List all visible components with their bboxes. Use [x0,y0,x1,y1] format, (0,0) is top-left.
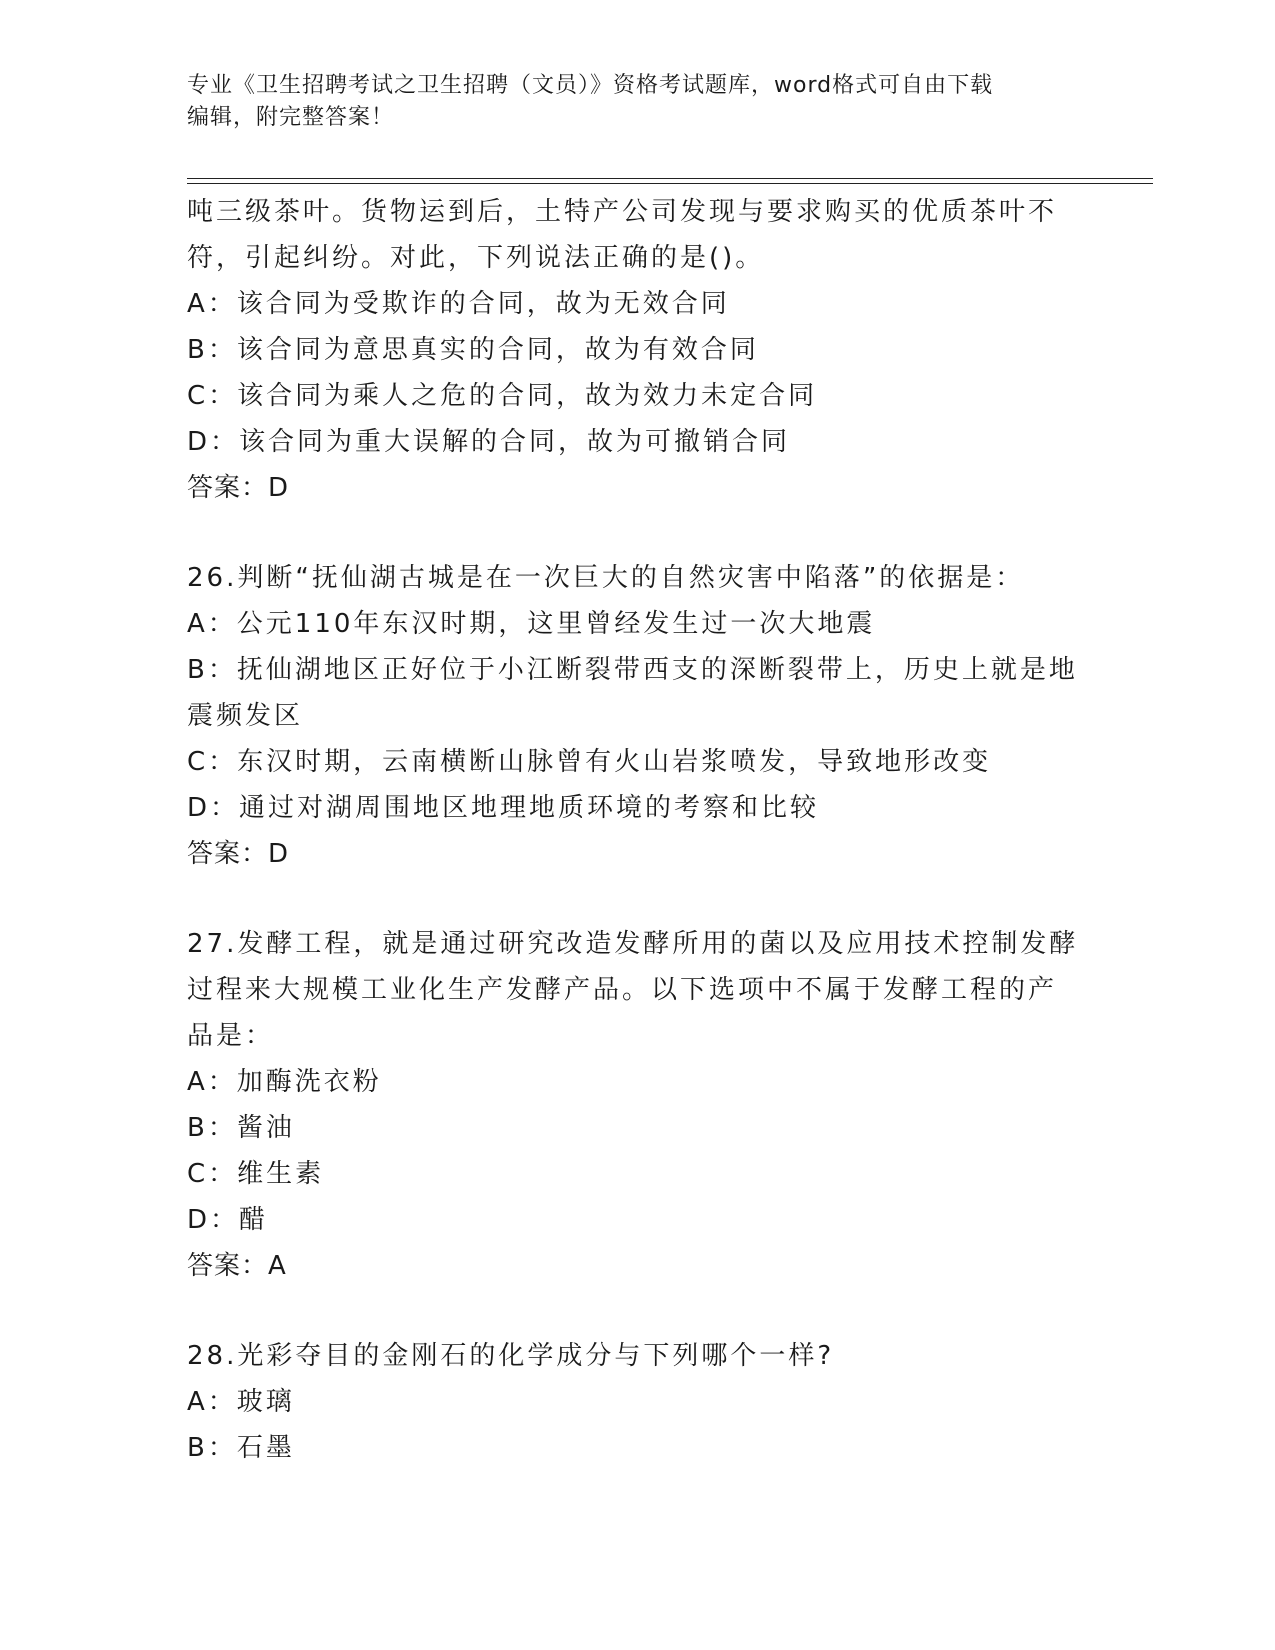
question-stem-line: 吨三级茶叶。货物运到后，土特产公司发现与要求购买的优质茶叶不 [187,197,1058,227]
option-b: B：抚仙湖地区正好位于小江断裂带西支的深断裂带上，历史上就是地 [187,655,1078,685]
answer-line: 答案：A [187,1251,287,1281]
question-27-stem: 品是： [187,1021,275,1051]
option-a: A：该合同为受欺诈的合同，故为无效合同 [187,289,730,319]
question-stem-line: 符，引起纠纷。对此，下列说法正确的是()。 [187,243,765,273]
option-a: A：公元110年东汉时期，这里曾经发生过一次大地震 [187,609,876,639]
question-content [187,189,1087,1471]
option-d: D：该合同为重大误解的合同，故为可撤销合同 [187,427,791,457]
question-28-stem: 28.光彩夺目的金刚石的化学成分与下列哪个一样? [187,1341,835,1371]
option-d: D：通过对湖周围地区地理地质环境的考察和比较 [187,793,820,823]
option-a: A：加酶洗衣粉 [187,1067,382,1097]
option-b-continued: 震频发区 [187,701,304,731]
header-rule-bottom [187,183,1153,184]
option-c: C：维生素 [187,1159,325,1189]
option-c: C：该合同为乘人之危的合同，故为效力未定合同 [187,381,818,411]
option-b: B：酱油 [187,1113,295,1143]
question-26-stem: 26.判断“抚仙湖古城是在一次巨大的自然灾害中陷落”的依据是： [187,563,1025,593]
question-27-stem: 过程来大规模工业化生产发酵产品。以下选项中不属于发酵工程的产 [187,975,1058,1005]
option-b: B：石墨 [187,1433,295,1463]
question-27-stem: 27.发酵工程，就是通过研究改造发酵所用的菌以及应用技术控制发酵 [187,929,1079,959]
header-line-1: 专业《卫生招聘考试之卫生招聘（文员）》资格考试题库，word格式可自由下载 [187,73,994,98]
option-a: A：玻璃 [187,1387,295,1417]
document-header [187,70,1067,134]
header-rule-top [187,178,1153,179]
option-c: C：东汉时期，云南横断山脉曾有火山岩浆喷发，导致地形改变 [187,747,992,777]
answer-line: 答案：D [187,839,290,869]
header-line-2: 编辑，附完整答案！ [187,105,395,130]
option-d: D：醋 [187,1205,269,1235]
option-b: B：该合同为意思真实的合同，故为有效合同 [187,335,759,365]
answer-line: 答案：D [187,473,290,503]
